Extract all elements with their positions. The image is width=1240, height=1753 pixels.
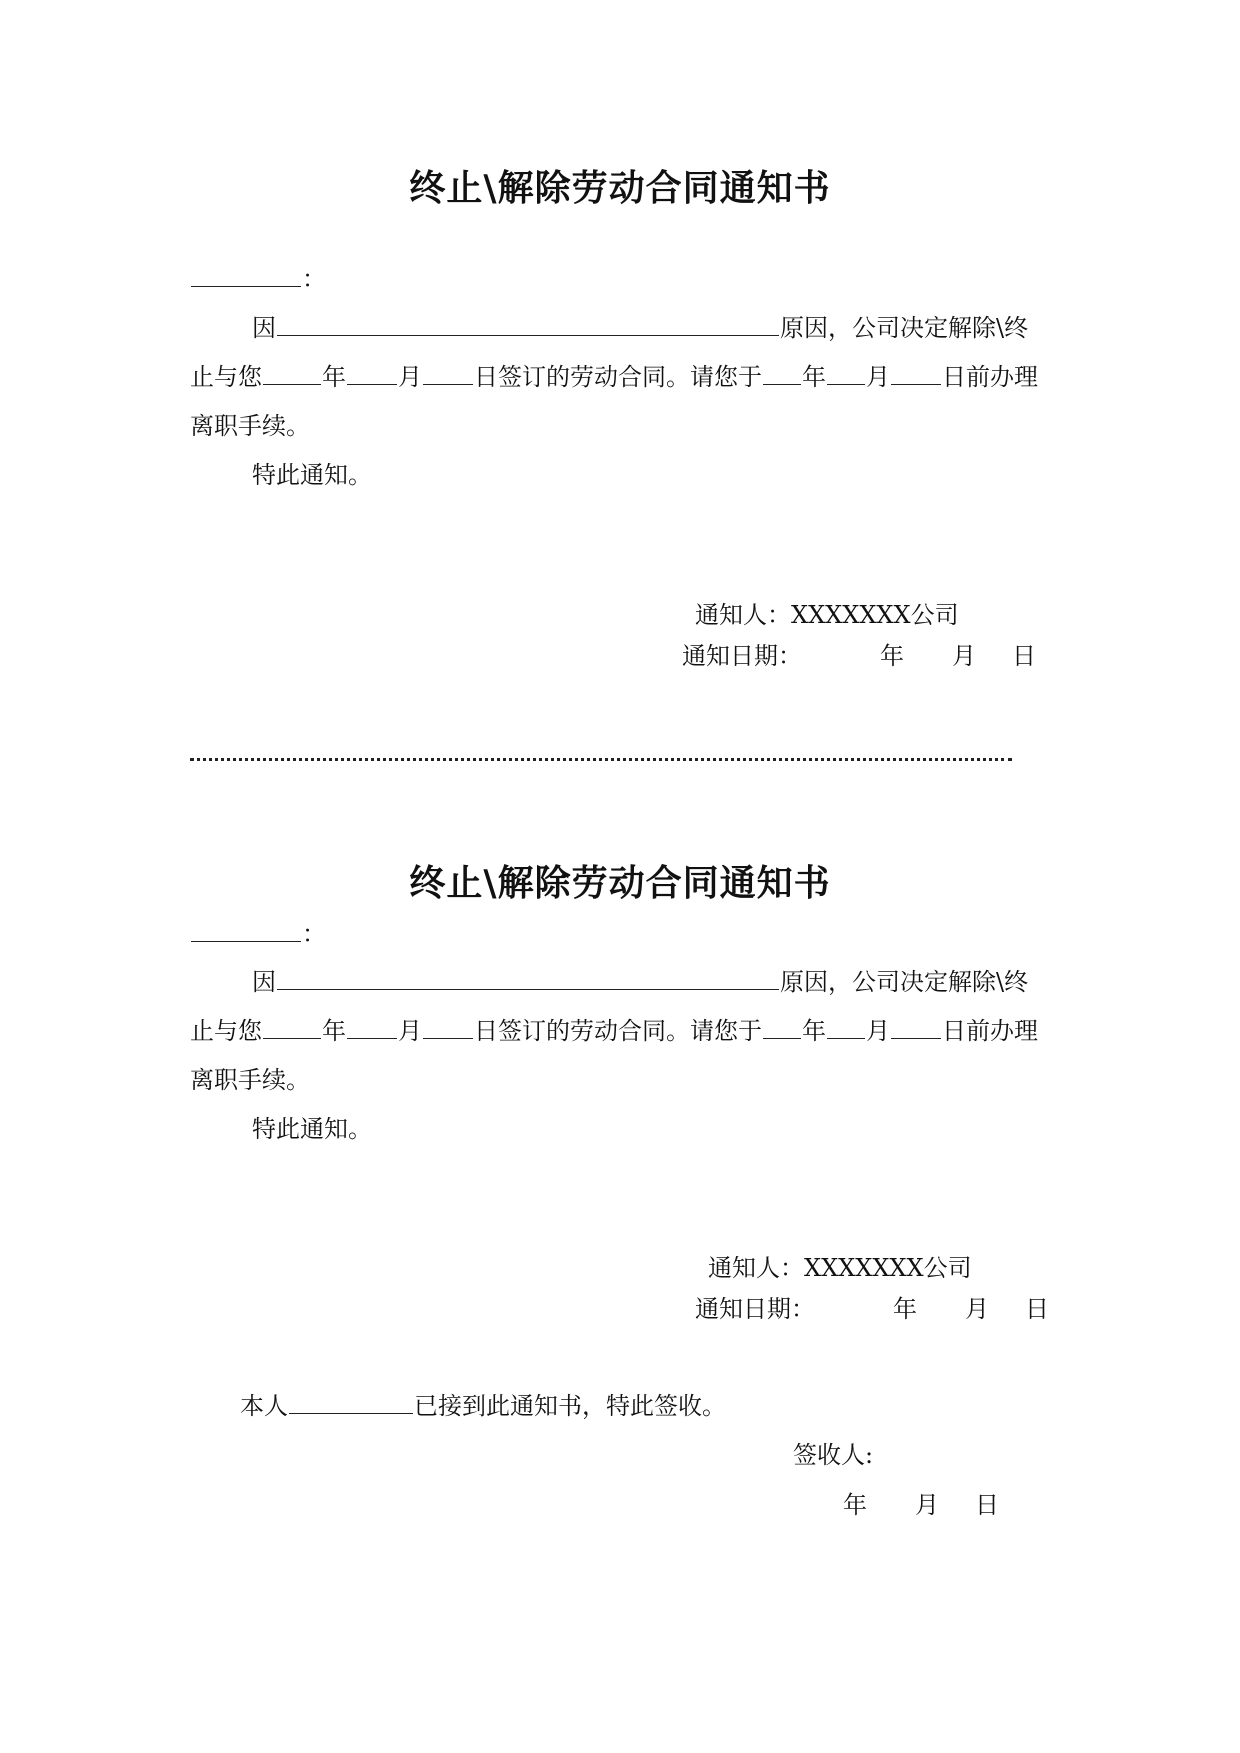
resignation-line: 离职手续。 [190, 1066, 310, 1094]
recipient-name-blank[interactable] [289, 1392, 413, 1414]
contract-date-line: 止与您 年 月 日签订的劳动合同。请您于 年 月 日前办理 [190, 1017, 1038, 1045]
reason-blank[interactable] [277, 314, 779, 336]
signed-year-blank[interactable] [263, 363, 321, 385]
notify-date-line: 通知日期： 年 月 日 [682, 642, 1036, 670]
deadline-day-blank[interactable] [891, 363, 941, 385]
notice-title: 终止\解除劳动合同通知书 [409, 168, 831, 209]
deadline-month-blank[interactable] [827, 363, 865, 385]
deadline-day-blank[interactable] [891, 1017, 941, 1039]
notice-title-copy: 终止\解除劳动合同通知书 [409, 863, 831, 904]
addressee-line: ： [190, 264, 326, 294]
signer-label: 签收人: [793, 1441, 874, 1469]
signed-day-blank[interactable] [423, 1017, 473, 1039]
signed-day-blank[interactable] [423, 363, 473, 385]
notify-date-line: 通知日期： 年 月 日 [695, 1295, 1049, 1323]
signed-month-blank[interactable] [347, 1017, 397, 1039]
addressee-line: ： [190, 919, 326, 949]
addressee-blank[interactable] [191, 920, 301, 942]
cut-line-separator [190, 758, 1012, 761]
deadline-year-blank[interactable] [763, 363, 801, 385]
reason-line: 因 原因，公司决定解除\终 [252, 968, 1029, 996]
notifier: 通知人：XXXXXXX公司 [695, 601, 959, 629]
closing-text: 特此通知。 [252, 1115, 372, 1143]
signed-year-blank[interactable] [263, 1017, 321, 1039]
closing-text: 特此通知。 [252, 461, 372, 489]
receipt-date-line: 年 月 日 [843, 1491, 999, 1519]
notifier: 通知人：XXXXXXX公司 [708, 1254, 972, 1282]
deadline-year-blank[interactable] [763, 1017, 801, 1039]
resignation-line: 离职手续。 [190, 412, 310, 440]
receipt-line: 本人 已接到此通知书，特此签收。 [240, 1392, 726, 1420]
deadline-month-blank[interactable] [827, 1017, 865, 1039]
addressee-blank[interactable] [191, 265, 301, 287]
reason-line: 因 原因，公司决定解除\终 [252, 314, 1029, 342]
contract-date-line: 止与您 年 月 日签订的劳动合同。请您于 年 月 日前办理 [190, 363, 1038, 391]
signed-month-blank[interactable] [347, 363, 397, 385]
reason-blank[interactable] [277, 968, 779, 990]
